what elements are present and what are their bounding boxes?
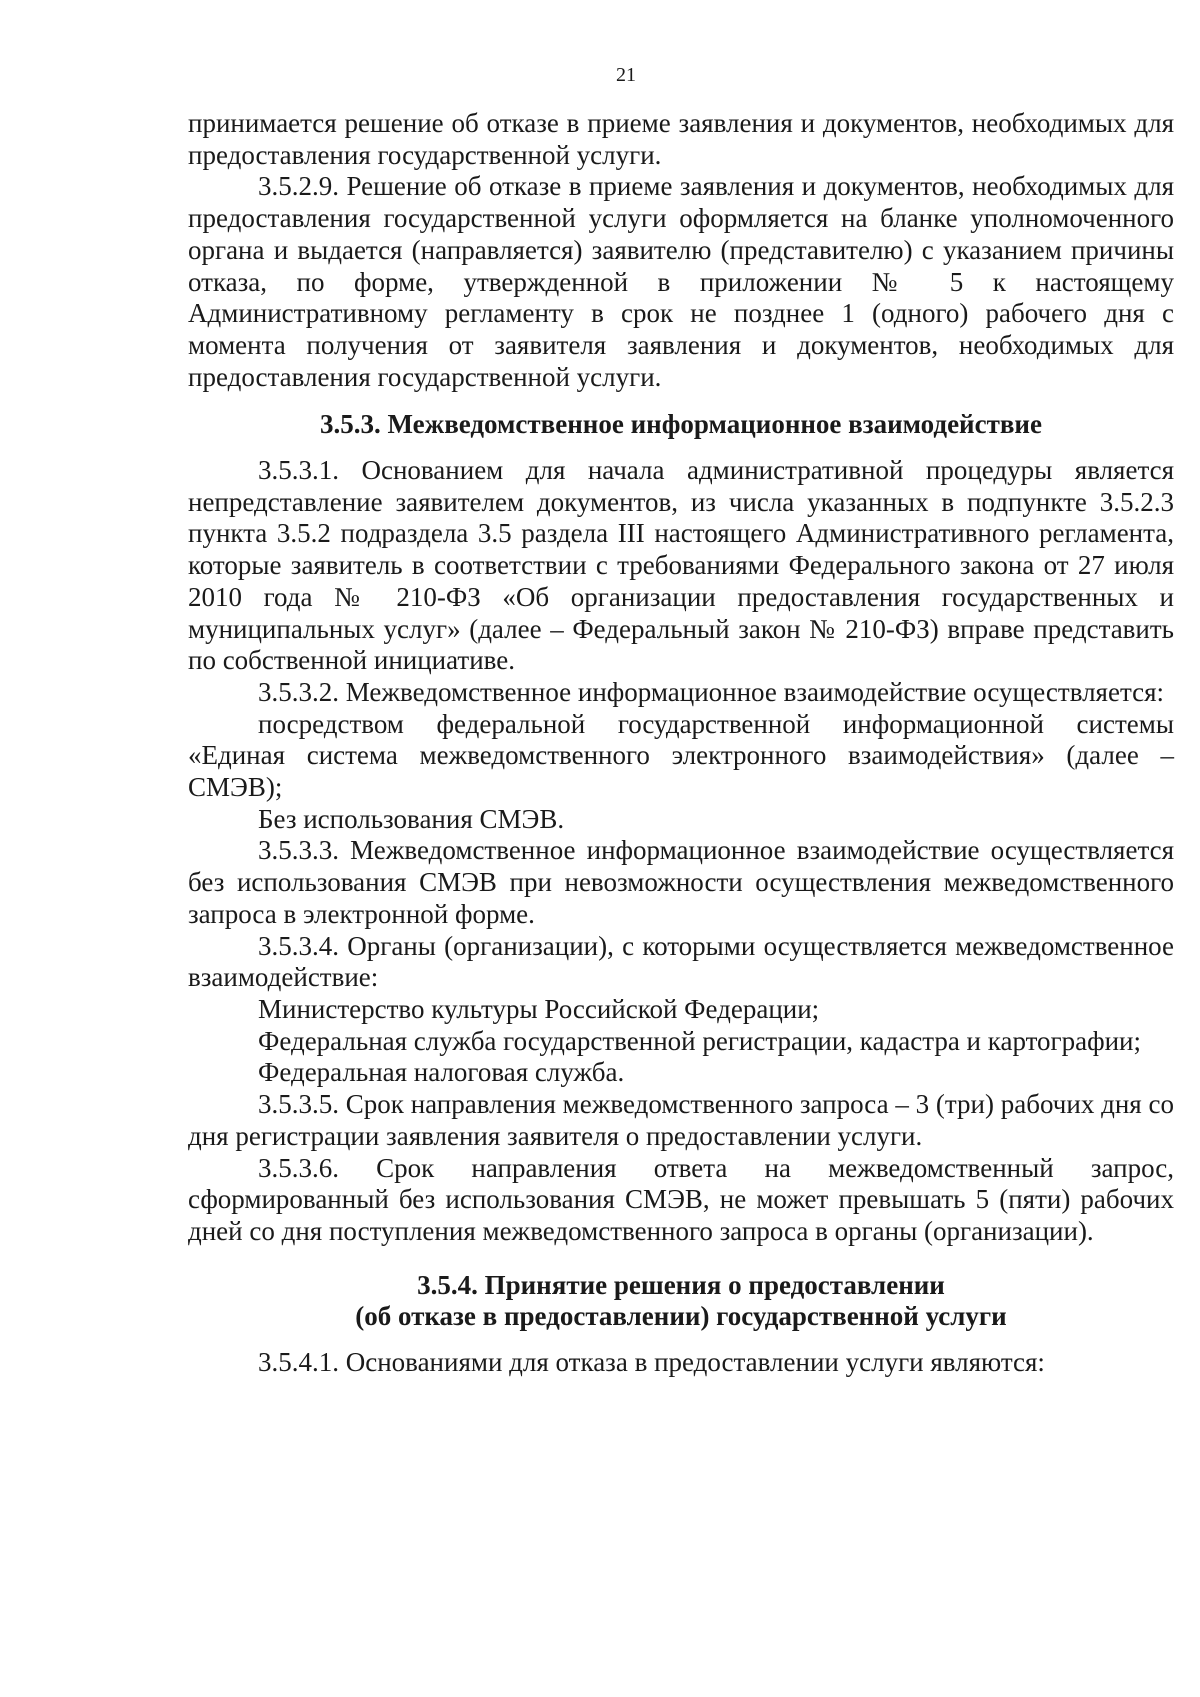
page-number: 21	[616, 64, 636, 86]
paragraph-3-5-3-2: 3.5.3.2. Межведомственное информационное взаимодействие осуществляется:	[258, 676, 1164, 707]
paragraph-3-5-2-9: 3.5.2.9. Решение об отказе в приеме заявления и документов, необходимых для предоставления государственной услуги оформляется на бланке уполномоченного органа и выдается (направляется) заявителю (представителю) с указанием причины отказа, по форме, утвержденной в приложении № 5 к настоящему Административному регламенту в срок не позднее 1 (одного) рабочего дня с момента получения от заявителя заявления и документов, необходимых для предоставления государственной услуги.	[188, 171, 1174, 392]
list-item-tax-service: Федеральная налоговая служба.	[258, 1057, 625, 1088]
list-item-ministry-culture: Министерство культуры Российской Федерации;	[258, 993, 820, 1024]
section-heading-3-5-4-line2: (об отказе в предоставлении) государственной услуги	[355, 1301, 1007, 1332]
list-item-rosreestr: Федеральная служба государственной регистрации, кадастра и картографии;	[258, 1025, 1141, 1056]
paragraph-3-5-3-3: 3.5.3.3. Межведомственное информационное взаимодействие осуществляется без использования СМЭВ при невозможности осуществления межведомственного запроса в электронной форме.	[188, 835, 1174, 929]
list-item-without-smev: Без использования СМЭВ.	[258, 803, 565, 834]
section-heading-3-5-4	[188, 1270, 1174, 1333]
document-body	[188, 108, 1174, 1379]
paragraph-3-5-3-1: 3.5.3.1. Основанием для начала административной процедуры является непредставление заявителем документов, из числа указанных в подпункте 3.5.2.3 пункта 3.5.2 подраздела 3.5 раздела III настоящего Административного регламента, которые заявитель в соответствии с требованиями Федерального закона от 27 июля 2010 года № 210-ФЗ «Об организации предоставления государственных и муниципальных услуг» (далее – Федеральный закон № 210-ФЗ) вправе представить по собственной инициативе.	[188, 455, 1174, 676]
paragraph-3-5-3-5: 3.5.3.5. Срок направления межведомственного запроса – 3 (три) рабочих дня со дня регистрации заявления заявителя о предоставлении услуги.	[188, 1089, 1174, 1151]
paragraph-3-5-4-1: 3.5.4.1. Основаниями для отказа в предоставлении услуги являются:	[258, 1347, 1045, 1378]
list-item-smev: посредством федеральной государственной информационной системы «Единая система межведомственного электронного взаимодействия» (далее – СМЭВ);	[188, 708, 1174, 803]
paragraph-continuation: принимается решение об отказе в приеме заявления и документов, необходимых для предоставления государственной услуги.	[188, 108, 1174, 170]
section-heading-3-5-3: 3.5.3. Межведомственное информационное взаимодействие	[320, 409, 1042, 440]
paragraph-3-5-3-6: 3.5.3.6. Срок направления ответа на межведомственный запрос, сформированный без использования СМЭВ, не может превышать 5 (пяти) рабочих дней со дня поступления межведомственного запроса в органы (организации).	[188, 1152, 1174, 1246]
section-heading-3-5-4-line1: 3.5.4. Принятие решения о предоставлении	[417, 1269, 945, 1300]
paragraph-3-5-3-4: 3.5.3.4. Органы (организации), с которыми осуществляется межведомственное взаимодействие:	[188, 930, 1174, 993]
